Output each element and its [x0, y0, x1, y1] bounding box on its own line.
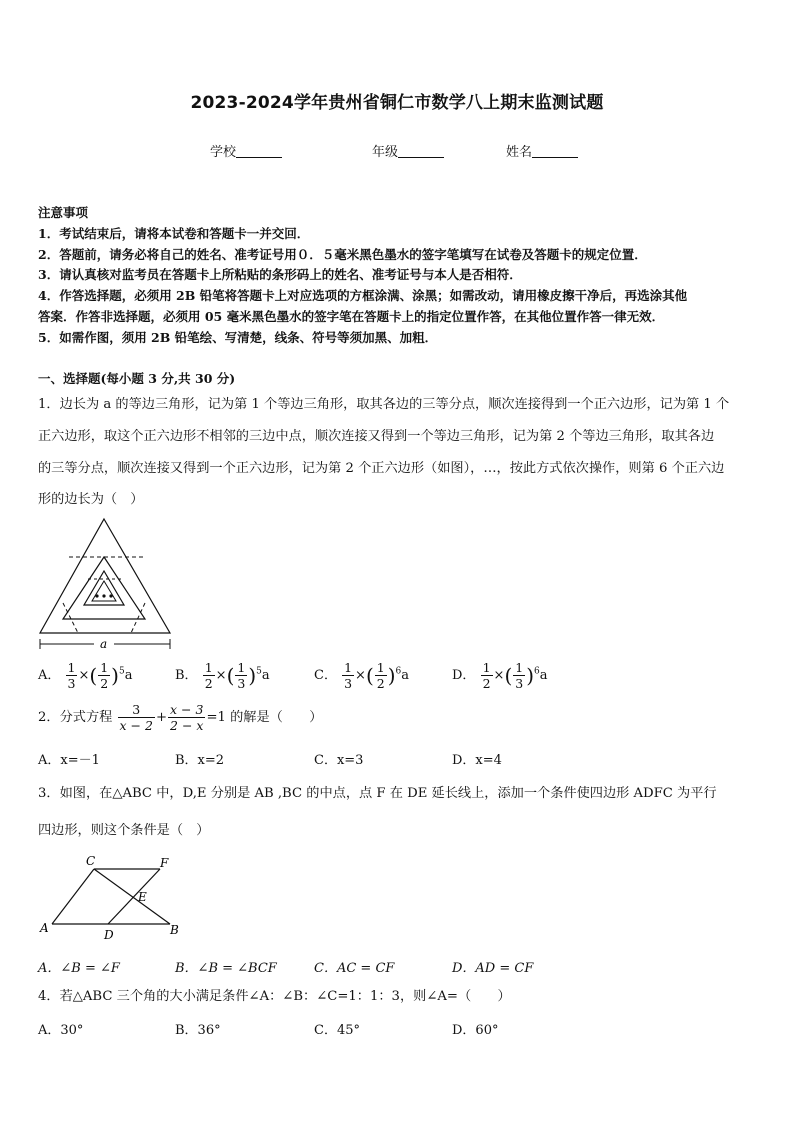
option-a[interactable]: A．x=－1: [38, 753, 100, 768]
question-1-line: 的三等分点，顺次连接又得到一个正六边形，记为第 2 个正六边形（如图），…，按此方式依次操作，则第 6 个正六边: [38, 461, 725, 476]
option-d[interactable]: D．60°: [452, 1023, 499, 1038]
option-c[interactable]: C．45°: [314, 1023, 360, 1038]
label-c: C: [86, 854, 96, 868]
question-1-line: 正六边形，取这个正六边形不相邻的三边中点，顺次连接又得到一个等边三角形，记为第 2 个等边三角形，取其各边: [38, 429, 715, 444]
option-c[interactable]: C．AC = CF: [314, 961, 395, 976]
name-field: [506, 141, 578, 160]
label-e: E: [138, 890, 147, 904]
question-4: 4．若△ABC 三个角的大小满足条件∠A：∠B：∠C=1：1：3，则∠A=（ ）: [38, 989, 511, 1004]
option-c[interactable]: C． $\frac{1}{3}$ ×( $\frac{1}{2}$ )$^6$a: [314, 660, 410, 691]
label-b: B: [170, 923, 179, 937]
parallelogram-figure: [36, 852, 186, 944]
grade-blank[interactable]: [398, 145, 444, 158]
option-d[interactable]: D．AD = CF: [452, 961, 534, 976]
name-label: 姓名: [506, 145, 533, 160]
nested-triangle-figure: [36, 515, 178, 655]
question-1-line: 1．边长为 a 的等边三角形，记为第 1 个等边三角形，取其各边的三等分点，顺次连接得到一个正六边形，记为第 1 个: [38, 397, 730, 412]
label-a: A: [40, 921, 49, 935]
notice-item: 1．考试结束后，请将本试卷和答题卡一并交回．: [38, 226, 310, 241]
grade-field: [372, 141, 444, 160]
option-b[interactable]: B． $\frac{1}{2}$ ×( $\frac{1}{3}$ )$^5$a: [175, 660, 270, 691]
label-f: F: [160, 856, 169, 870]
option-a[interactable]: A． $\frac{1}{3}$ ×( $\frac{1}{2}$ )$^5$a: [38, 660, 133, 691]
option-a[interactable]: A．30°: [38, 1023, 84, 1038]
school-label: 学校: [210, 145, 237, 160]
question-3-line: 四边形，则这个条件是（ ）: [38, 823, 210, 838]
notice-item: 5．如需作图，须用 2B 铅笔绘、写清楚，线条、符号等须加黑、加粗．: [38, 330, 438, 345]
notice-item: 答案．作答非选择题，必须用 05 毫米黑色墨水的签字笔在答题卡上的指定位置作答，在其他位置作答一律无效．: [38, 309, 665, 324]
notice-item: 2．答题前，请务必将自己的姓名、准考证号用０．５毫米黑色墨水的签字笔填写在试卷及答题卡的规定位置．: [38, 247, 647, 262]
notice-heading: 注意事项: [38, 205, 89, 220]
option-a[interactable]: A．∠B = ∠F: [38, 961, 120, 976]
question-3-line: 3．如图，在△ABC 中，D,E 分别是 AB ,BC 的中点，点 F 在 DE 延长线上，添加一个条件使四边形 ADFC 为平行: [38, 786, 717, 801]
school-blank[interactable]: [236, 145, 282, 158]
name-blank[interactable]: [532, 145, 578, 158]
option-c[interactable]: C．x=3: [314, 753, 364, 768]
option-b[interactable]: B．∠B = ∠BCF: [175, 961, 277, 976]
question-1-line: 形的边长为（ ）: [38, 492, 144, 507]
page-title: 2023-2024学年贵州省铜仁市数学八上期末监测试题: [190, 93, 604, 113]
side-length-label: a: [100, 637, 108, 651]
grade-label: 年级: [372, 145, 399, 160]
option-d[interactable]: D．x=4: [452, 753, 502, 768]
section-heading: 一、选择题(每小题 3 分,共 30 分): [38, 371, 236, 386]
option-b[interactable]: B．x=2: [175, 753, 225, 768]
notice-item: 3．请认真核对监考员在答题卡上所粘贴的条形码上的姓名、准考证号与本人是否相符．: [38, 267, 522, 282]
school-field: [210, 141, 282, 160]
notice-item: 4．作答选择题，必须用 2B 铅笔将答题卡上对应选项的方框涂满、涂黑；如需改动，请用橡皮擦干净后，再选涂其他: [38, 288, 688, 303]
question-2: 2．分式方程 $\frac{3}{x - 2}$ + $\frac{x - 3}{2 - x}$ =1 的解是（ ）: [38, 702, 323, 733]
option-d[interactable]: D． $\frac{1}{2}$ ×( $\frac{1}{3}$ )$^6$a: [452, 660, 548, 691]
option-b[interactable]: B．36°: [175, 1023, 221, 1038]
label-d: D: [104, 928, 114, 942]
